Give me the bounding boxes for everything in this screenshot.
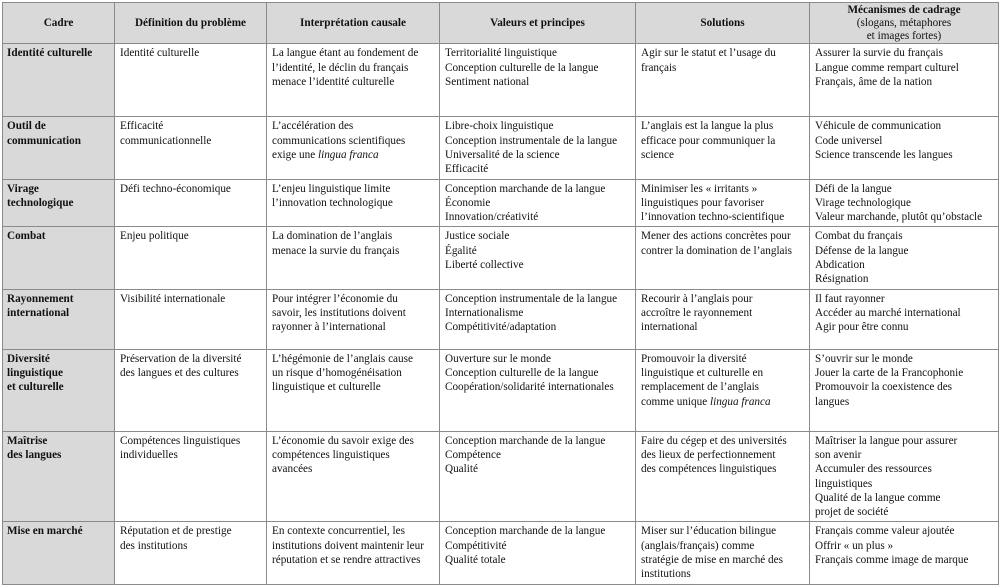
mecanismes-line: Maîtriser la langue pour assurer: [815, 434, 958, 447]
mecanismes-line: Abdication: [815, 259, 865, 272]
cadre-line: Mise en marché: [7, 525, 83, 538]
mecanismes-cell: [810, 179, 999, 227]
cadre-line: technologique: [7, 196, 74, 209]
valeurs-line: Ouverture sur le monde: [445, 352, 551, 365]
header-mecanismes-sub-2: et images fortes): [866, 29, 942, 42]
valeurs-line: Compétitivité/adaptation: [445, 321, 557, 334]
solutions-cell: [636, 289, 810, 349]
valeurs-line: Qualité: [445, 463, 478, 476]
definition-line: Identité culturelle: [120, 47, 200, 60]
cadre-cell: [3, 289, 115, 349]
valeurs-line: Justice sociale: [445, 230, 510, 243]
solutions-cell: [636, 44, 810, 117]
interpretation-line: avancées: [272, 463, 313, 476]
valeurs-line: Conception instrumentale de la langue: [445, 134, 618, 147]
interpretation-line: La langue étant au fondement de: [272, 47, 419, 60]
mecanismes-cell: [810, 349, 999, 431]
solutions-cell: [636, 179, 810, 227]
header-cadre: Cadre: [3, 3, 115, 44]
definition-cell: [115, 289, 267, 349]
solutions-line: Faire du cégep et des universités: [641, 434, 787, 447]
solutions-line: [641, 395, 805, 409]
interpretation-cell: [267, 117, 440, 179]
definition-line: Efficacité: [120, 120, 164, 133]
definition-cell: [115, 44, 267, 117]
mecanismes-line: Résignation: [815, 273, 869, 286]
interpretation-line: compétences linguistiques: [272, 448, 390, 461]
mecanismes-cell: [810, 522, 999, 584]
mecanismes-cell: [810, 431, 999, 522]
interpretation-line: [272, 148, 435, 162]
interpretation-cell: [267, 349, 440, 431]
valeurs-cell: [440, 522, 636, 584]
definition-cell: [115, 117, 267, 179]
cadre-line: Virage: [7, 182, 39, 195]
definition-cell: [115, 227, 267, 289]
cadre-line: et culturelle: [7, 381, 64, 394]
solutions-line: Promouvoir la diversité: [641, 352, 747, 365]
valeurs-line: Conception instrumentale de la langue: [445, 292, 618, 305]
definition-cell: [115, 522, 267, 584]
valeurs-line: Compétence: [445, 448, 501, 461]
valeurs-line: Liberté collective: [445, 259, 524, 272]
valeurs-line: Conception culturelle de la langue: [445, 366, 599, 379]
solutions-line: L’anglais est la langue la plus: [641, 120, 774, 133]
mecanismes-line: Langue comme rempart culturel: [815, 61, 959, 74]
mecanismes-line: Science transcende les langues: [815, 148, 953, 161]
definition-line: Enjeu politique: [120, 230, 189, 243]
solutions-text: comme unique: [641, 395, 710, 408]
mecanismes-line: Valeur marchande, plutôt qu’obstacle: [815, 211, 983, 224]
mecanismes-line: Assurer la survie du français: [815, 47, 943, 60]
interpretation-line: L’accélération des: [272, 120, 354, 133]
valeurs-line: Libre-choix linguistique: [445, 120, 554, 133]
interpretation-line: l’identité, le déclin du français: [272, 61, 409, 74]
header-mecanismes-sub-1: (slogans, métaphores: [856, 16, 952, 29]
solutions-line: (anglais/français) comme: [641, 539, 755, 552]
solutions-line: des compétences linguistiques: [641, 463, 777, 476]
valeurs-cell: [440, 227, 636, 289]
mecanismes-line: Il faut rayonner: [815, 292, 885, 305]
definition-cell: [115, 431, 267, 522]
solutions-line: des lieux de perfectionnement: [641, 448, 776, 461]
valeurs-cell: [440, 431, 636, 522]
mecanismes-line: Agir pour être connu: [815, 321, 909, 334]
table-row: [3, 227, 999, 289]
header-solutions: Solutions: [636, 3, 810, 44]
interpretation-line: réputation et se rendre attractives: [272, 554, 421, 567]
mecanismes-line: Combat du français: [815, 230, 903, 243]
valeurs-cell: [440, 289, 636, 349]
solutions-line: Minimiser les « irritants »: [641, 182, 758, 195]
interpretation-line: L’économie du savoir exige des: [272, 434, 414, 447]
mecanismes-line: Français comme image de marque: [815, 554, 969, 567]
solutions-line: linguistique et culturelle en: [641, 366, 764, 379]
mecanismes-line: Jouer la carte de la Francophonie: [815, 366, 964, 379]
solutions-line: linguistiques pour favoriser: [641, 196, 765, 209]
cadre-cell: [3, 349, 115, 431]
interpretation-line: un risque d’homogénéisation: [272, 366, 402, 379]
solutions-line: international: [641, 321, 698, 334]
interpretation-cell: [267, 289, 440, 349]
interpretation-line: savoir, les institutions doivent: [272, 306, 406, 319]
valeurs-line: Conception culturelle de la langue: [445, 61, 599, 74]
cadre-cell: [3, 522, 115, 584]
definition-cell: [115, 179, 267, 227]
interpretation-line: La domination de l’anglais: [272, 230, 393, 243]
mecanismes-line: Accumuler des ressources: [815, 463, 932, 476]
mecanismes-line: Code universel: [815, 134, 883, 147]
solutions-line: efficace pour communiquer la: [641, 134, 776, 147]
solutions-line: contrer la domination de l’anglais: [641, 244, 792, 257]
interpretation-cell: [267, 179, 440, 227]
mecanismes-cell: [810, 117, 999, 179]
definition-line: des langues et des cultures: [120, 366, 239, 379]
header-mecanismes: [810, 3, 999, 44]
header-definition: Définition du problème: [115, 3, 267, 44]
mecanismes-line: Accéder au marché international: [815, 306, 961, 319]
interpretation-line: communications scientifiques: [272, 134, 406, 147]
interpretation-cell: [267, 44, 440, 117]
cadre-cell: [3, 431, 115, 522]
mecanismes-line: Virage technologique: [815, 196, 911, 209]
mecanismes-line: S’ouvrir sur le monde: [815, 352, 913, 365]
mecanismes-line: Promouvoir la coexistence des: [815, 381, 953, 394]
valeurs-line: Sentiment national: [445, 75, 530, 88]
cadre-line: Outil de: [7, 120, 46, 133]
definition-line: individuelles: [120, 448, 178, 461]
interpretation-line: Pour intégrer l’économie du: [272, 292, 398, 305]
mecanismes-line: Défi de la langue: [815, 182, 892, 195]
cadre-line: Identité culturelle: [7, 47, 93, 60]
solutions-line: science: [641, 148, 674, 161]
solutions-cell: [636, 431, 810, 522]
cadre-line: linguistique: [7, 366, 63, 379]
solutions-cell: [636, 522, 810, 584]
interpretation-cell: [267, 431, 440, 522]
interpretation-line: L’hégémonie de l’anglais cause: [272, 352, 413, 365]
solutions-line: stratégie de mise en marché des: [641, 554, 783, 567]
table-row: [3, 179, 999, 227]
interpretation-line: l’innovation technologique: [272, 196, 393, 209]
mecanismes-cell: [810, 44, 999, 117]
solutions-line: Agir sur le statut et l’usage du: [641, 47, 776, 60]
header-row: [3, 3, 999, 44]
valeurs-cell: [440, 44, 636, 117]
valeurs-cell: [440, 117, 636, 179]
mecanismes-line: projet de société: [815, 506, 889, 519]
valeurs-line: Économie: [445, 196, 491, 209]
definition-line: Visibilité internationale: [120, 292, 226, 305]
interpretation-line: menace la survie du français: [272, 244, 400, 257]
solutions-cell: [636, 349, 810, 431]
solutions-line: Miser sur l’éducation bilingue: [641, 525, 777, 538]
cadre-cell: [3, 227, 115, 289]
mecanismes-line: langues: [815, 395, 850, 408]
header-mecanismes-title: Mécanismes de cadrage: [847, 4, 961, 16]
definition-line: Réputation et de prestige: [120, 525, 232, 538]
mecanismes-line: Défense de la langue: [815, 244, 909, 257]
table-row: [3, 431, 999, 522]
table-row: [3, 522, 999, 584]
mecanismes-line: Français comme valeur ajoutée: [815, 525, 955, 538]
solutions-cell: [636, 117, 810, 179]
cadre-line: Combat: [7, 230, 46, 243]
valeurs-line: Internationalisme: [445, 306, 524, 319]
mecanismes-line: Qualité de la langue comme: [815, 491, 941, 504]
definition-line: Défi techno-économique: [120, 182, 231, 195]
header-valeurs: Valeurs et principes: [440, 3, 636, 44]
interpretation-line: En contexte concurrentiel, les: [272, 525, 405, 538]
cadre-cell: [3, 44, 115, 117]
valeurs-line: Qualité totale: [445, 554, 506, 567]
table-row: [3, 117, 999, 179]
table-row: [3, 349, 999, 431]
interpretation-line: rayonner à l’international: [272, 321, 386, 334]
valeurs-line: Efficacité: [445, 163, 489, 176]
header-interpretation: Interprétation causale: [267, 3, 440, 44]
definition-line: Compétences linguistiques: [120, 434, 241, 447]
solutions-line: l’innovation techno-scientifique: [641, 211, 785, 224]
interpretation-line: institutions doivent maintenir leur: [272, 539, 424, 552]
valeurs-line: Innovation/créativité: [445, 211, 539, 224]
mecanismes-line: Véhicule de communication: [815, 120, 942, 133]
cadre-line: Diversité: [7, 352, 50, 365]
valeurs-cell: [440, 179, 636, 227]
solutions-line: Mener des actions concrètes pour: [641, 230, 791, 243]
solutions-cell: [636, 227, 810, 289]
cadre-line: Rayonnement: [7, 292, 74, 305]
solutions-line: institutions: [641, 568, 691, 581]
valeurs-line: Conception marchande de la langue: [445, 525, 606, 538]
mecanismes-line: Français, âme de la nation: [815, 75, 933, 88]
interpretation-line: L’enjeu linguistique limite: [272, 182, 391, 195]
definition-line: communicationnelle: [120, 134, 212, 147]
cadre-cell: [3, 117, 115, 179]
interpretation-cell: [267, 227, 440, 289]
valeurs-line: Universalité de la science: [445, 148, 560, 161]
cadre-line: des langues: [7, 448, 62, 461]
cadre-line: communication: [7, 134, 81, 147]
table-row: [3, 289, 999, 349]
definition-line: Préservation de la diversité: [120, 352, 242, 365]
valeurs-line: Territorialité linguistique: [445, 47, 557, 60]
solutions-italic-term: lingua franca: [709, 395, 771, 408]
cadre-line: international: [7, 306, 70, 319]
interpretation-italic-term: lingua franca: [317, 148, 379, 161]
interpretation-line: linguistique et culturelle: [272, 381, 381, 394]
interpretation-cell: [267, 522, 440, 584]
solutions-line: Recourir à l’anglais pour: [641, 292, 753, 305]
valeurs-line: Égalité: [445, 244, 477, 257]
valeurs-line: Conception marchande de la langue: [445, 434, 606, 447]
framing-table: [2, 2, 999, 585]
table-row: [3, 44, 999, 117]
solutions-line: accroître le rayonnement: [641, 306, 753, 319]
mecanismes-line: son avenir: [815, 448, 862, 461]
mecanismes-cell: [810, 227, 999, 289]
valeurs-line: Conception marchande de la langue: [445, 182, 606, 195]
interpretation-text: exige une: [272, 148, 318, 161]
interpretation-line: menace l’identité culturelle: [272, 75, 395, 88]
definition-cell: [115, 349, 267, 431]
valeurs-line: Coopération/solidarité internationales: [445, 381, 614, 394]
mecanismes-line: Offrir « un plus »: [815, 539, 894, 552]
cadre-cell: [3, 179, 115, 227]
mecanismes-line: linguistiques: [815, 477, 873, 490]
solutions-line: français: [641, 61, 677, 74]
definition-line: des institutions: [120, 539, 188, 552]
valeurs-line: Compétitivité: [445, 539, 507, 552]
solutions-line: remplacement de l’anglais: [641, 381, 760, 394]
cadre-line: Maîtrise: [7, 434, 48, 447]
valeurs-cell: [440, 349, 636, 431]
mecanismes-cell: [810, 289, 999, 349]
